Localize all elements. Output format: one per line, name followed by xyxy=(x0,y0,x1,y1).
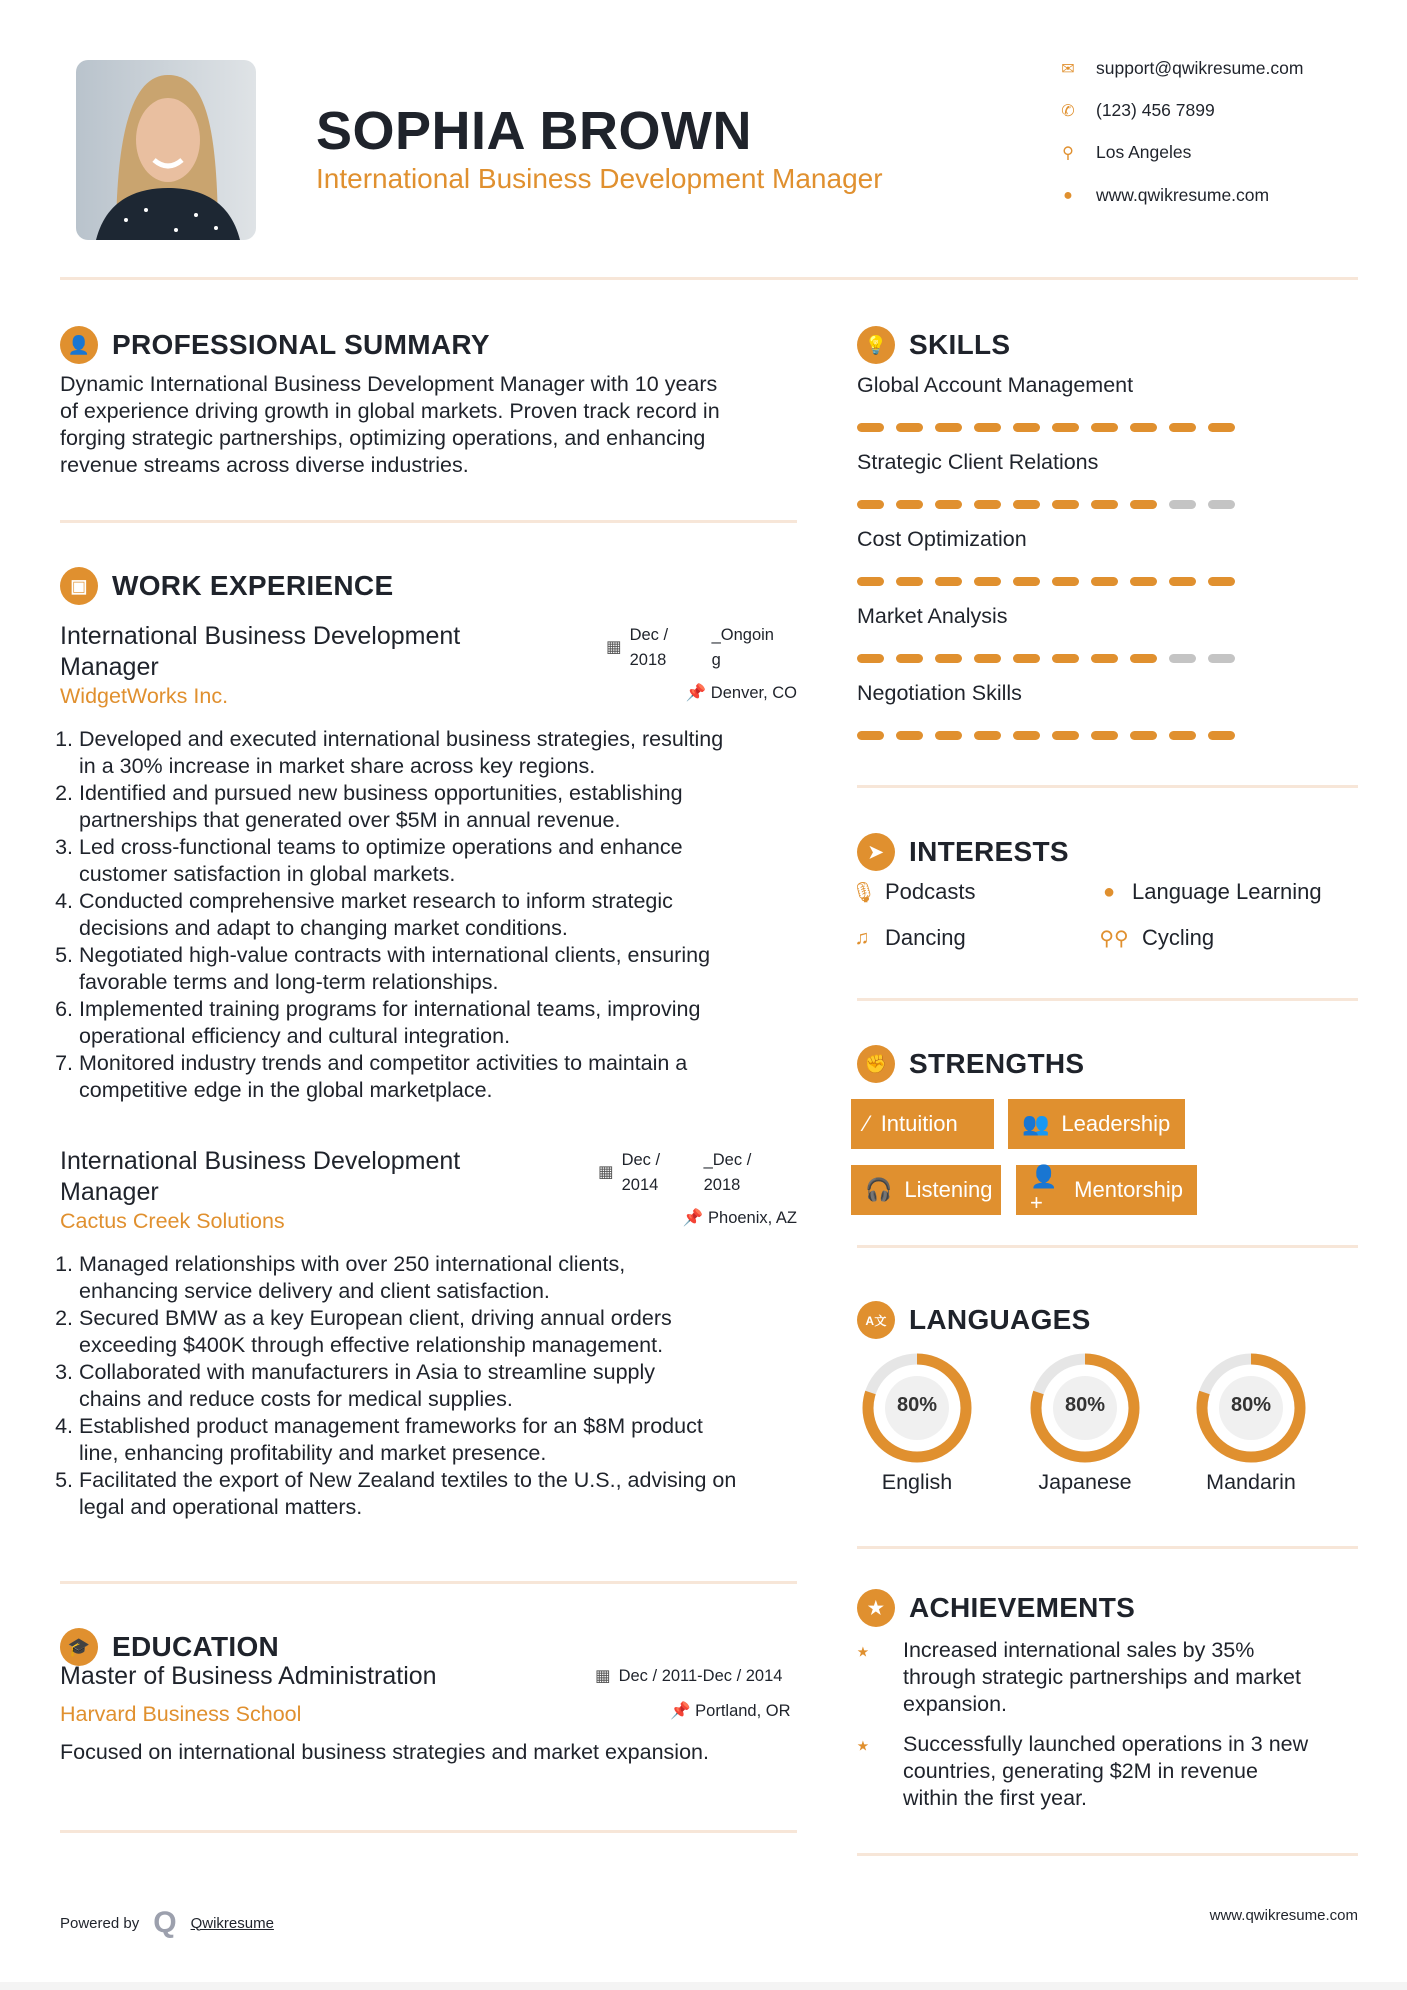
responsibility-item xyxy=(79,834,817,888)
job-date xyxy=(598,1148,751,1198)
skill-dash-filled xyxy=(1052,423,1079,432)
skill-dash-empty xyxy=(1208,500,1235,509)
date-line: Dec / xyxy=(629,626,669,644)
footer-website[interactable]: www.qwikresume.com xyxy=(1209,1907,1358,1924)
bullet-line: 4. Established product management frameworks for an $8M product xyxy=(79,1414,703,1438)
responsibility-item xyxy=(79,1251,817,1305)
bullet-line: 4. Conducted comprehensive market research to inform strategic xyxy=(79,889,673,913)
bullet-line: 3. Collaborated with manufacturers in Asia to streamline supply xyxy=(79,1360,656,1384)
pin-icon: 📌 xyxy=(685,684,707,702)
heading-text: EDUCATION xyxy=(112,1631,280,1662)
contact-email[interactable] xyxy=(1058,58,1303,79)
interest-label: Podcasts xyxy=(885,879,976,904)
skill-dash-filled xyxy=(896,577,923,586)
skill-dash-filled xyxy=(1130,500,1157,509)
skill-dash-filled xyxy=(1052,500,1079,509)
language-percent: 80% xyxy=(1230,1394,1272,1416)
location-text: Denver, CO xyxy=(710,684,797,702)
skill-dash-empty xyxy=(1208,654,1235,663)
responsibility-item xyxy=(79,942,817,996)
section-divider xyxy=(60,520,797,523)
section-divider xyxy=(857,1853,1358,1856)
skill-dash-filled xyxy=(935,731,962,740)
strength-mentorship xyxy=(1016,1165,1197,1215)
map-pin-icon: ⚲ xyxy=(1062,144,1074,162)
work-heading xyxy=(60,567,393,605)
education-location xyxy=(670,1702,791,1721)
date-start xyxy=(622,1148,682,1198)
achievement-item xyxy=(857,1637,1301,1718)
skill-dash-filled xyxy=(1208,577,1235,586)
bullet-line: 1. Managed relationships with over 250 international clients, xyxy=(79,1252,626,1276)
briefcase-icon: ▣ xyxy=(60,567,98,605)
responsibility-item xyxy=(79,1413,817,1467)
bullet-line: exceeding $400K through effective relationship management. xyxy=(79,1333,664,1357)
skill-dash-filled xyxy=(1052,577,1079,586)
bullet-line: 1. Developed and executed international business strategies, resulting xyxy=(79,727,724,751)
bullet-line: chains and reduce costs for medical supplies. xyxy=(79,1387,513,1411)
strength-label: Listening xyxy=(904,1177,993,1202)
section-divider xyxy=(857,998,1358,1001)
job-location xyxy=(686,684,797,703)
heading-text: INTERESTS xyxy=(909,836,1069,867)
education-description: Focused on international business strategies and market expansion. xyxy=(60,1740,709,1764)
heading-text: LANGUAGES xyxy=(909,1304,1091,1335)
skill-dash-filled xyxy=(974,654,1001,663)
calendar-icon: ▦ xyxy=(595,1667,611,1685)
responsibility-item xyxy=(79,780,817,834)
star-badge-icon: ★ xyxy=(857,1589,895,1627)
skill-dash-filled xyxy=(974,577,1001,586)
contact-website[interactable] xyxy=(1058,185,1269,206)
date-start xyxy=(630,623,690,673)
skill-dash-empty xyxy=(1169,654,1196,663)
contact-location xyxy=(1058,142,1191,163)
degree: Master of Business Administration xyxy=(60,1662,437,1690)
language-name: English xyxy=(881,1470,953,1494)
pin-icon: 📌 xyxy=(670,1702,691,1720)
interest-label: Cycling xyxy=(1142,925,1215,950)
date-end xyxy=(690,1148,752,1198)
interest-cycling xyxy=(1098,925,1214,951)
powered-by-text: Powered by xyxy=(60,1914,140,1932)
date-text: Dec / 2011-Dec / 2014 xyxy=(618,1667,783,1685)
skill-dash-filled xyxy=(1013,731,1040,740)
skill-dash-filled xyxy=(1091,423,1118,432)
skill-level-meter xyxy=(857,500,1235,509)
bullet-line: 2. Identified and pursued new business opportunities, establishing xyxy=(79,781,683,805)
date-end xyxy=(698,623,774,673)
strength-listening xyxy=(851,1165,1001,1215)
language-ring xyxy=(1195,1352,1307,1464)
candidate-name: SOPHIA BROWN xyxy=(316,101,752,161)
language-percent: 80% xyxy=(896,1394,938,1416)
bicycle-icon: ⚲⚲ xyxy=(1099,927,1129,950)
heading-text: ACHIEVEMENTS xyxy=(909,1592,1136,1623)
language-ring xyxy=(1029,1352,1141,1464)
magic-wand-icon: ⁄ xyxy=(865,1111,869,1136)
skill-dash-filled xyxy=(974,731,1001,740)
bullet-line: 2. Secured BMW as a key European client, driving annual orders xyxy=(79,1306,672,1330)
skill-dash-filled xyxy=(857,577,884,586)
envelope-icon: ✉ xyxy=(1061,60,1075,78)
job-title-line: Manager xyxy=(60,1178,159,1206)
skill-dash-filled xyxy=(896,423,923,432)
header-divider xyxy=(60,277,1358,280)
skill-name: Market Analysis xyxy=(857,604,1008,628)
skill-dash-filled xyxy=(1013,500,1040,509)
skill-dash-filled xyxy=(857,423,884,432)
fist-icon: ✊ xyxy=(857,1045,895,1083)
responsibility-item xyxy=(79,888,817,942)
summary-line: Dynamic International Business Development Manager with 10 years xyxy=(60,372,718,396)
calendar-icon: ▦ xyxy=(598,1163,614,1181)
summary-text xyxy=(60,371,810,479)
interest-label: Language Learning xyxy=(1132,879,1322,904)
achievement-line: countries, generating $2M in revenue xyxy=(903,1759,1258,1783)
date-line: 2014 xyxy=(621,1176,659,1194)
skill-level-meter xyxy=(857,423,1235,432)
skill-dash-filled xyxy=(935,500,962,509)
bullet-line: 3. Led cross-functional teams to optimize operations and enhance xyxy=(79,835,683,859)
school: Harvard Business School xyxy=(60,1702,302,1726)
heading-text: WORK EXPERIENCE xyxy=(112,570,394,601)
skill-dash-filled xyxy=(1091,654,1118,663)
section-divider xyxy=(857,785,1358,788)
interest-dancing xyxy=(851,925,966,951)
skill-dash-filled xyxy=(857,731,884,740)
achievement-line: within the first year. xyxy=(903,1786,1088,1810)
skill-dash-filled xyxy=(1169,577,1196,586)
achievement-line: through strategic partnerships and market xyxy=(903,1665,1301,1689)
skill-level-meter xyxy=(857,731,1235,740)
skill-dash-filled xyxy=(1091,731,1118,740)
user-plus-icon: 👤+ xyxy=(1030,1164,1058,1215)
achievement-item xyxy=(857,1731,1308,1812)
interests-heading xyxy=(857,833,1069,871)
bullet-line: 5. Facilitated the export of New Zealand textiles to the U.S., advising on xyxy=(79,1468,737,1492)
skill-dash-filled xyxy=(896,731,923,740)
bullet-line: competitive edge in the global marketplace. xyxy=(79,1078,493,1102)
users-icon: 👥 xyxy=(1022,1111,1050,1136)
contact-phone xyxy=(1058,100,1215,121)
bullet-line: in a 30% increase in market share across key regions. xyxy=(79,754,596,778)
contact-text: (123) 456 7899 xyxy=(1096,100,1215,120)
skill-dash-empty xyxy=(1169,500,1196,509)
globe-icon: ● xyxy=(1063,186,1073,204)
lightbulb-icon: 💡 xyxy=(857,326,895,364)
achievement-text xyxy=(903,1637,1301,1718)
job-date xyxy=(606,623,774,673)
skill-dash-filled xyxy=(1208,731,1235,740)
bullet-line: 7. Monitored industry trends and competitor activities to maintain a xyxy=(79,1051,688,1075)
responsibility-item xyxy=(79,996,817,1050)
summary-heading xyxy=(60,326,490,364)
interest-label: Dancing xyxy=(885,925,966,950)
skill-level-meter xyxy=(857,577,1235,586)
date-line: g xyxy=(711,651,721,669)
skill-dash-filled xyxy=(1130,731,1157,740)
section-divider xyxy=(857,1546,1358,1549)
skill-dash-filled xyxy=(935,654,962,663)
languages-heading xyxy=(857,1301,1091,1339)
date-line: _Ongoin xyxy=(711,626,774,644)
skill-dash-filled xyxy=(935,577,962,586)
star-icon: ⭑ xyxy=(857,1638,869,1663)
bullet-line: 5. Negotiated high-value contracts with international clients, ensuring xyxy=(79,943,711,967)
responsibility-item xyxy=(79,1050,817,1104)
skill-name: Negotiation Skills xyxy=(857,681,1022,705)
achievement-line: Increased international sales by 35% xyxy=(903,1638,1255,1662)
footer-powered-by xyxy=(60,1906,274,1940)
skill-dash-filled xyxy=(935,423,962,432)
skill-dash-filled xyxy=(896,654,923,663)
achievement-line: expansion. xyxy=(903,1692,1007,1716)
bullet-line: favorable terms and long-term relationships. xyxy=(79,970,499,994)
summary-line: revenue streams across diverse industries. xyxy=(60,453,469,477)
strength-label: Mentorship xyxy=(1074,1177,1183,1202)
bullet-line: enhancing service delivery and client satisfaction. xyxy=(79,1279,550,1303)
skill-dash-filled xyxy=(1130,577,1157,586)
headphones-icon: 🎧 xyxy=(865,1177,893,1202)
graduation-icon: 🎓 xyxy=(60,1628,98,1666)
music-note-icon: ♫ xyxy=(854,926,870,949)
responsibility-list xyxy=(57,726,817,1104)
heading-text: PROFESSIONAL SUMMARY xyxy=(112,329,490,360)
summary-line: forging strategic partnerships, optimizing operations, and enhancing xyxy=(60,426,706,450)
bullet-line: operational efficiency and cultural integration. xyxy=(79,1024,511,1048)
contact-text: www.qwikresume.com xyxy=(1096,185,1270,205)
skill-dash-filled xyxy=(1052,731,1079,740)
phone-icon: ✆ xyxy=(1061,102,1075,120)
contact-text: Los Angeles xyxy=(1096,142,1192,162)
responsibility-item xyxy=(79,1305,817,1359)
section-divider xyxy=(857,1245,1358,1248)
language-name: Mandarin xyxy=(1206,1470,1296,1494)
job-title-line: International Business Development xyxy=(60,1147,461,1175)
skill-dash-filled xyxy=(1130,423,1157,432)
strength-intuition xyxy=(851,1099,994,1149)
date-line: Dec / xyxy=(621,1151,661,1169)
calendar-icon: ▦ xyxy=(606,638,622,656)
skill-dash-filled xyxy=(1130,654,1157,663)
pin-icon: 📌 xyxy=(682,1209,704,1227)
interest-podcasts xyxy=(851,879,976,905)
strength-label: Leadership xyxy=(1061,1111,1171,1136)
job-title-line: International Business Development xyxy=(60,622,461,650)
bullet-line: legal and operational matters. xyxy=(79,1495,363,1519)
job-title xyxy=(60,621,540,683)
skill-name: Global Account Management xyxy=(857,373,1134,397)
responsibility-item xyxy=(79,726,817,780)
date-line: 2018 xyxy=(629,651,667,669)
skill-dash-filled xyxy=(857,654,884,663)
brand-link[interactable]: Qwikresume xyxy=(190,1914,274,1932)
skill-dash-filled xyxy=(1169,423,1196,432)
microphone-icon: 🎙 xyxy=(851,881,877,904)
education-date xyxy=(595,1664,782,1689)
job-location xyxy=(683,1209,797,1228)
language-percent: 80% xyxy=(1064,1394,1106,1416)
responsibility-item xyxy=(79,1467,817,1521)
bullet-line: line, enhancing profitability and market presence. xyxy=(79,1441,547,1465)
strengths-heading xyxy=(857,1045,1084,1083)
page-bottom-edge xyxy=(0,1982,1407,1990)
star-icon: ⭑ xyxy=(857,1732,869,1757)
heading-text: STRENGTHS xyxy=(909,1048,1085,1079)
candidate-title: International Business Development Manager xyxy=(316,163,883,194)
skill-dash-filled xyxy=(857,500,884,509)
achievement-text xyxy=(903,1731,1308,1812)
contact-text: support@qwikresume.com xyxy=(1096,58,1304,78)
company-name: WidgetWorks Inc. xyxy=(60,684,229,708)
skill-level-meter xyxy=(857,654,1235,663)
strength-label: Intuition xyxy=(880,1111,958,1136)
achievements-heading xyxy=(857,1589,1135,1627)
globe-icon: ● xyxy=(1102,880,1116,903)
skill-dash-filled xyxy=(896,500,923,509)
job-title-line: Manager xyxy=(60,653,159,681)
bullet-line: 6. Implemented training programs for international teams, improving xyxy=(79,997,701,1021)
summary-line: of experience driving growth in global markets. Proven track record in xyxy=(60,399,720,423)
profile-photo xyxy=(76,60,256,240)
skill-dash-filled xyxy=(974,500,1001,509)
skill-dash-filled xyxy=(1013,654,1040,663)
translate-icon: A文 xyxy=(857,1301,895,1339)
skill-dash-filled xyxy=(1013,577,1040,586)
skills-heading xyxy=(857,326,1010,364)
skill-dash-filled xyxy=(1169,731,1196,740)
skill-dash-filled xyxy=(1091,500,1118,509)
skill-dash-filled xyxy=(1013,423,1040,432)
section-divider xyxy=(60,1830,797,1833)
section-divider xyxy=(60,1581,797,1584)
skill-dash-filled xyxy=(1091,577,1118,586)
heading-text: SKILLS xyxy=(909,329,1011,360)
paper-plane-icon: ➤ xyxy=(857,833,895,871)
responsibility-item xyxy=(79,1359,817,1413)
job-title xyxy=(60,1146,540,1208)
responsibility-list xyxy=(57,1251,817,1521)
strength-leadership xyxy=(1008,1099,1185,1149)
user-icon: 👤 xyxy=(60,326,98,364)
skill-dash-filled xyxy=(1208,423,1235,432)
language-name: Japanese xyxy=(1038,1470,1132,1494)
location-text: Portland, OR xyxy=(695,1702,791,1720)
skill-dash-filled xyxy=(974,423,1001,432)
skill-dash-filled xyxy=(1052,654,1079,663)
skill-name: Cost Optimization xyxy=(857,527,1027,551)
language-ring xyxy=(861,1352,973,1464)
bullet-line: customer satisfaction in global markets. xyxy=(79,862,456,886)
achievement-line: Successfully launched operations in 3 new xyxy=(903,1732,1309,1756)
skill-name: Strategic Client Relations xyxy=(857,450,1099,474)
bullet-line: partnerships that generated over $5M in annual revenue. xyxy=(79,808,621,832)
bullet-line: decisions and adapt to changing market conditions. xyxy=(79,916,568,940)
company-name: Cactus Creek Solutions xyxy=(60,1209,285,1233)
location-text: Phoenix, AZ xyxy=(708,1209,797,1227)
date-line: _Dec / xyxy=(703,1151,752,1169)
date-line: 2018 xyxy=(703,1176,741,1194)
qwikresume-logo-icon: Q xyxy=(153,1906,177,1939)
interest-language-learning xyxy=(1098,879,1322,905)
